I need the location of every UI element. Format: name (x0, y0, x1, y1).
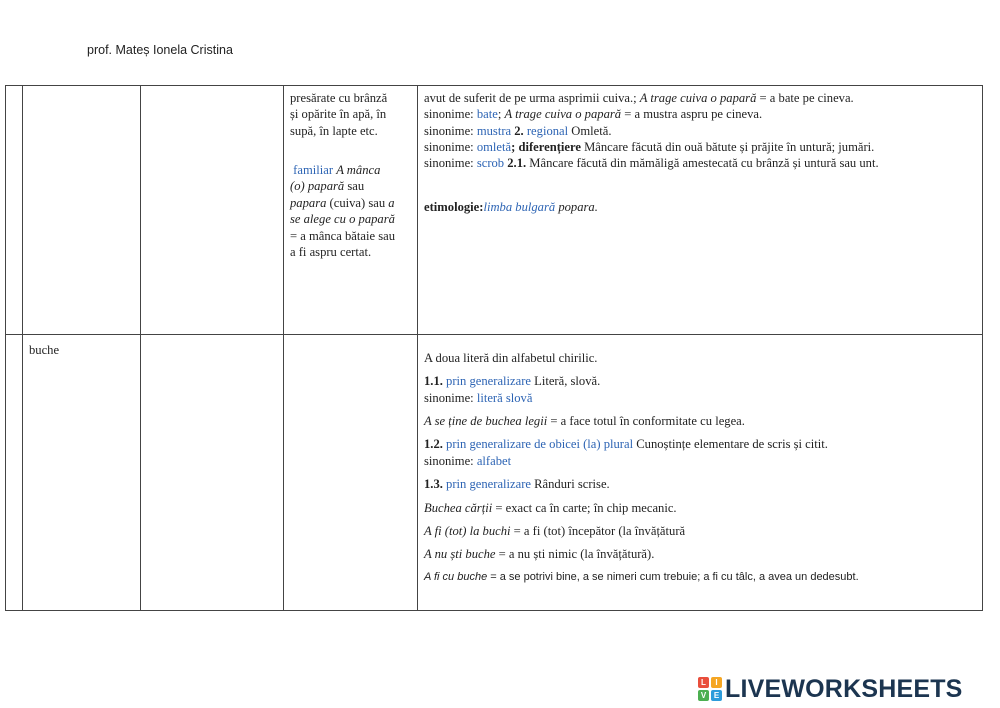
text-line: a fi aspru certat. (290, 244, 372, 259)
table-row (6, 335, 983, 611)
text-line: presărate cu brânză (290, 91, 388, 105)
register-link[interactable]: regional (526, 123, 569, 138)
definition-block: A nu ști buche = a nu ști nimic (la învățătură). (424, 547, 655, 562)
synonym-link[interactable]: alfabet (476, 453, 512, 468)
register-link[interactable]: prin generalizare (442, 374, 531, 389)
text-line: supă, în lapte etc. (290, 123, 378, 138)
definition-block: 1.2. prin generalizare de obicei (la) plural Cunoștințe elementare de scris și citit. sinonime: alfabet (424, 437, 828, 468)
definition-block: A doua literă din alfabetul chirilic. (424, 351, 598, 365)
cell-empty (284, 335, 418, 611)
text-line: (o) papară sau (290, 179, 365, 194)
dictionary-table (5, 85, 983, 611)
cell-word (23, 335, 141, 611)
text-line: familiar A mânca (293, 163, 381, 178)
logo-mark-icon: L I V E (698, 677, 722, 701)
table-row (6, 86, 983, 335)
cell-meaning-short (284, 86, 418, 335)
text-line: = a mânca bătaie sau (290, 228, 395, 243)
synonym-link[interactable]: bate (476, 107, 498, 122)
cell-definition (418, 335, 983, 611)
definition-line: sinonime: scrob 2.1. Mâncare făcută din mămăligă amestecată cu brânză și untură sau unt. (424, 156, 879, 171)
author-name: prof. Mateș Ionela Cristina (87, 43, 233, 57)
cell-word (23, 86, 141, 335)
text-line: se alege cu o papară (290, 212, 395, 227)
cell-index (6, 86, 23, 335)
definition-block: 1.3. prin generalizare Rânduri scrise. (424, 477, 610, 492)
liveworksheets-logo[interactable] (698, 675, 963, 703)
synonym-link[interactable]: scrob (476, 156, 505, 171)
synonym-link[interactable]: mustra (476, 123, 512, 138)
headword: buche (29, 343, 60, 357)
text-line: papara (cuiva) sau a (290, 195, 395, 210)
definition-block: Buchea cărții = exact ca în carte; în chip mecanic. (424, 500, 677, 515)
register-link[interactable]: familiar (293, 163, 334, 178)
logo-text: LIVEWORKSHEETS (725, 675, 963, 703)
definition-block: 1.1. prin generalizare Literă, slovă. sinonime: literă slovă (424, 374, 601, 405)
register-link[interactable]: prin generalizare (442, 477, 531, 492)
text-line: și opărite în apă, în (290, 107, 387, 122)
definition-block: A fi (tot) la buchi = a fi (tot) începător (la învățătură (424, 523, 686, 538)
cell-index (6, 335, 23, 611)
definition-line: sinonime: bate; A trage cuiva o papară = a mustra aspru pe cineva. (424, 107, 763, 122)
cell-empty (141, 86, 284, 335)
synonym-link[interactable]: omletă (476, 140, 512, 155)
register-link[interactable]: prin generalizare de obicei (la) plural (442, 437, 634, 452)
cell-definition (418, 86, 983, 335)
definition-line: sinonime: omletă; diferențiere Mâncare făcută din ouă bătute și prăjite în untură; jumări. (424, 140, 875, 155)
etymology-link[interactable]: limba bulgară (483, 199, 556, 214)
definition-line: sinonime: mustra 2. regional Omletă. (424, 123, 612, 138)
synonym-link[interactable]: literă slovă (476, 390, 533, 405)
cell-empty (141, 335, 284, 611)
definition-line: avut de suferit de pe urma asprimii cuiva.; A trage cuiva o papară = a bate pe cineva. (424, 91, 854, 105)
definition-block: A fi cu buche = a se potrivi bine, a se nimeri cum trebuie; a fi cu tâlc, a avea un dedesubt. (424, 570, 859, 583)
etymology-line: etimologie:limba bulgară popara. (424, 199, 598, 214)
definition-block: A se ține de buchea legii = a face totul în conformitate cu legea. (424, 414, 745, 429)
